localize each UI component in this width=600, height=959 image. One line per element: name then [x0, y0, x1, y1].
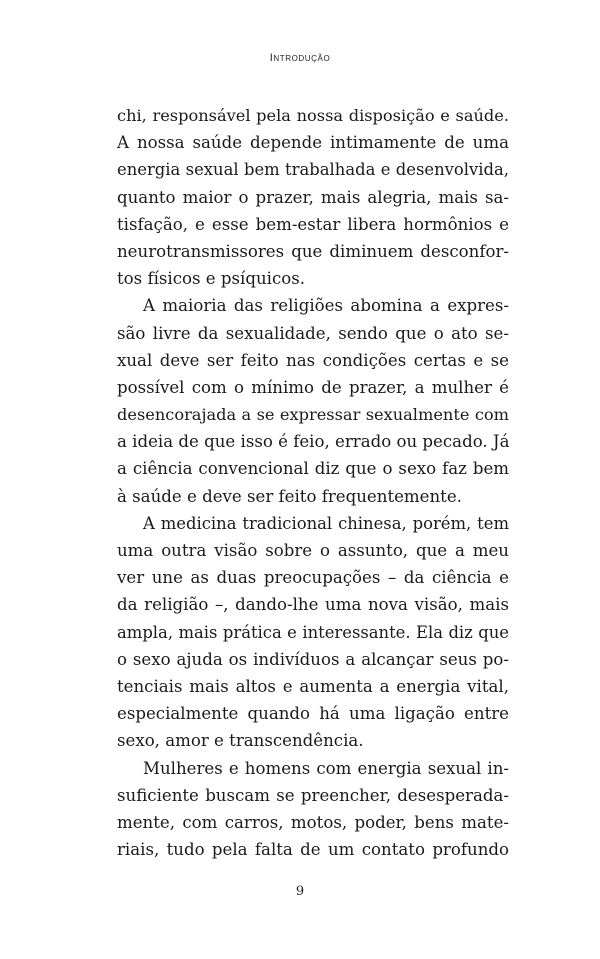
text-line: desencorajada a se expressar sexualmente com [117, 405, 509, 425]
text-line: chi, responsável pela nossa disposição e saúde. [117, 106, 509, 125]
text-line: xual deve ser feito nas condições certas e se [117, 350, 509, 370]
text-line: uma outra visão sobre o assunto, que a meu [117, 541, 509, 560]
text-line: A maioria das religiões abomina a expres- [143, 296, 509, 316]
text-line: possível com o mínimo de prazer, a mulher é [117, 377, 509, 397]
text-line: a ideia de que isso é feio, errado ou pecado. Já [117, 432, 510, 452]
text-line: ver une as duas preocupações – da ciência e [117, 568, 509, 588]
text-line: mente, com carros, motos, poder, bens mate- [117, 812, 509, 832]
text-line: A nossa saúde depende intimamente de uma [117, 133, 509, 153]
text-line: ampla, mais prática e interessante. Ela diz que [117, 622, 509, 642]
text-line: quanto maior o prazer, mais alegria, mais sa- [117, 187, 509, 207]
text-line: suficiente buscam se preencher, desesperada- [117, 785, 509, 805]
text-line: a ciência convencional diz que o sexo faz bem [117, 459, 509, 479]
text-line: tisfação, e esse bem-estar libera hormônios e [117, 214, 509, 234]
text-line: são livre da sexualidade, sendo que o ato se- [117, 323, 509, 343]
text-line: tos físicos e psíquicos. [117, 269, 306, 289]
text-line: especialmente quando há uma ligação entre [117, 704, 509, 724]
text-line: o sexo ajuda os indivíduos a alcançar seus po- [117, 649, 509, 669]
text-line: Mulheres e homens com energia sexual in- [143, 758, 509, 778]
text-line: sexo, amor e transcendência. [117, 731, 364, 751]
text-line: riais, tudo pela falta de um contato profundo [117, 840, 509, 860]
text-line: energia sexual bem trabalhada e desenvolvida, [117, 160, 509, 180]
text-line: neurotransmissores que diminuem desconfor- [117, 241, 509, 261]
running-header: Introdução [269, 52, 331, 64]
body-text [117, 102, 509, 863]
page-number: 9 [295, 884, 305, 899]
text-line: A medicina tradicional chinesa, porém, tem [143, 513, 509, 533]
text-line: da religião –, dando-lhe uma nova visão, mais [117, 595, 509, 615]
text-line: tenciais mais altos e aumenta a energia vital, [117, 676, 509, 696]
text-line: à saúde e deve ser feito frequentemente. [117, 486, 462, 506]
